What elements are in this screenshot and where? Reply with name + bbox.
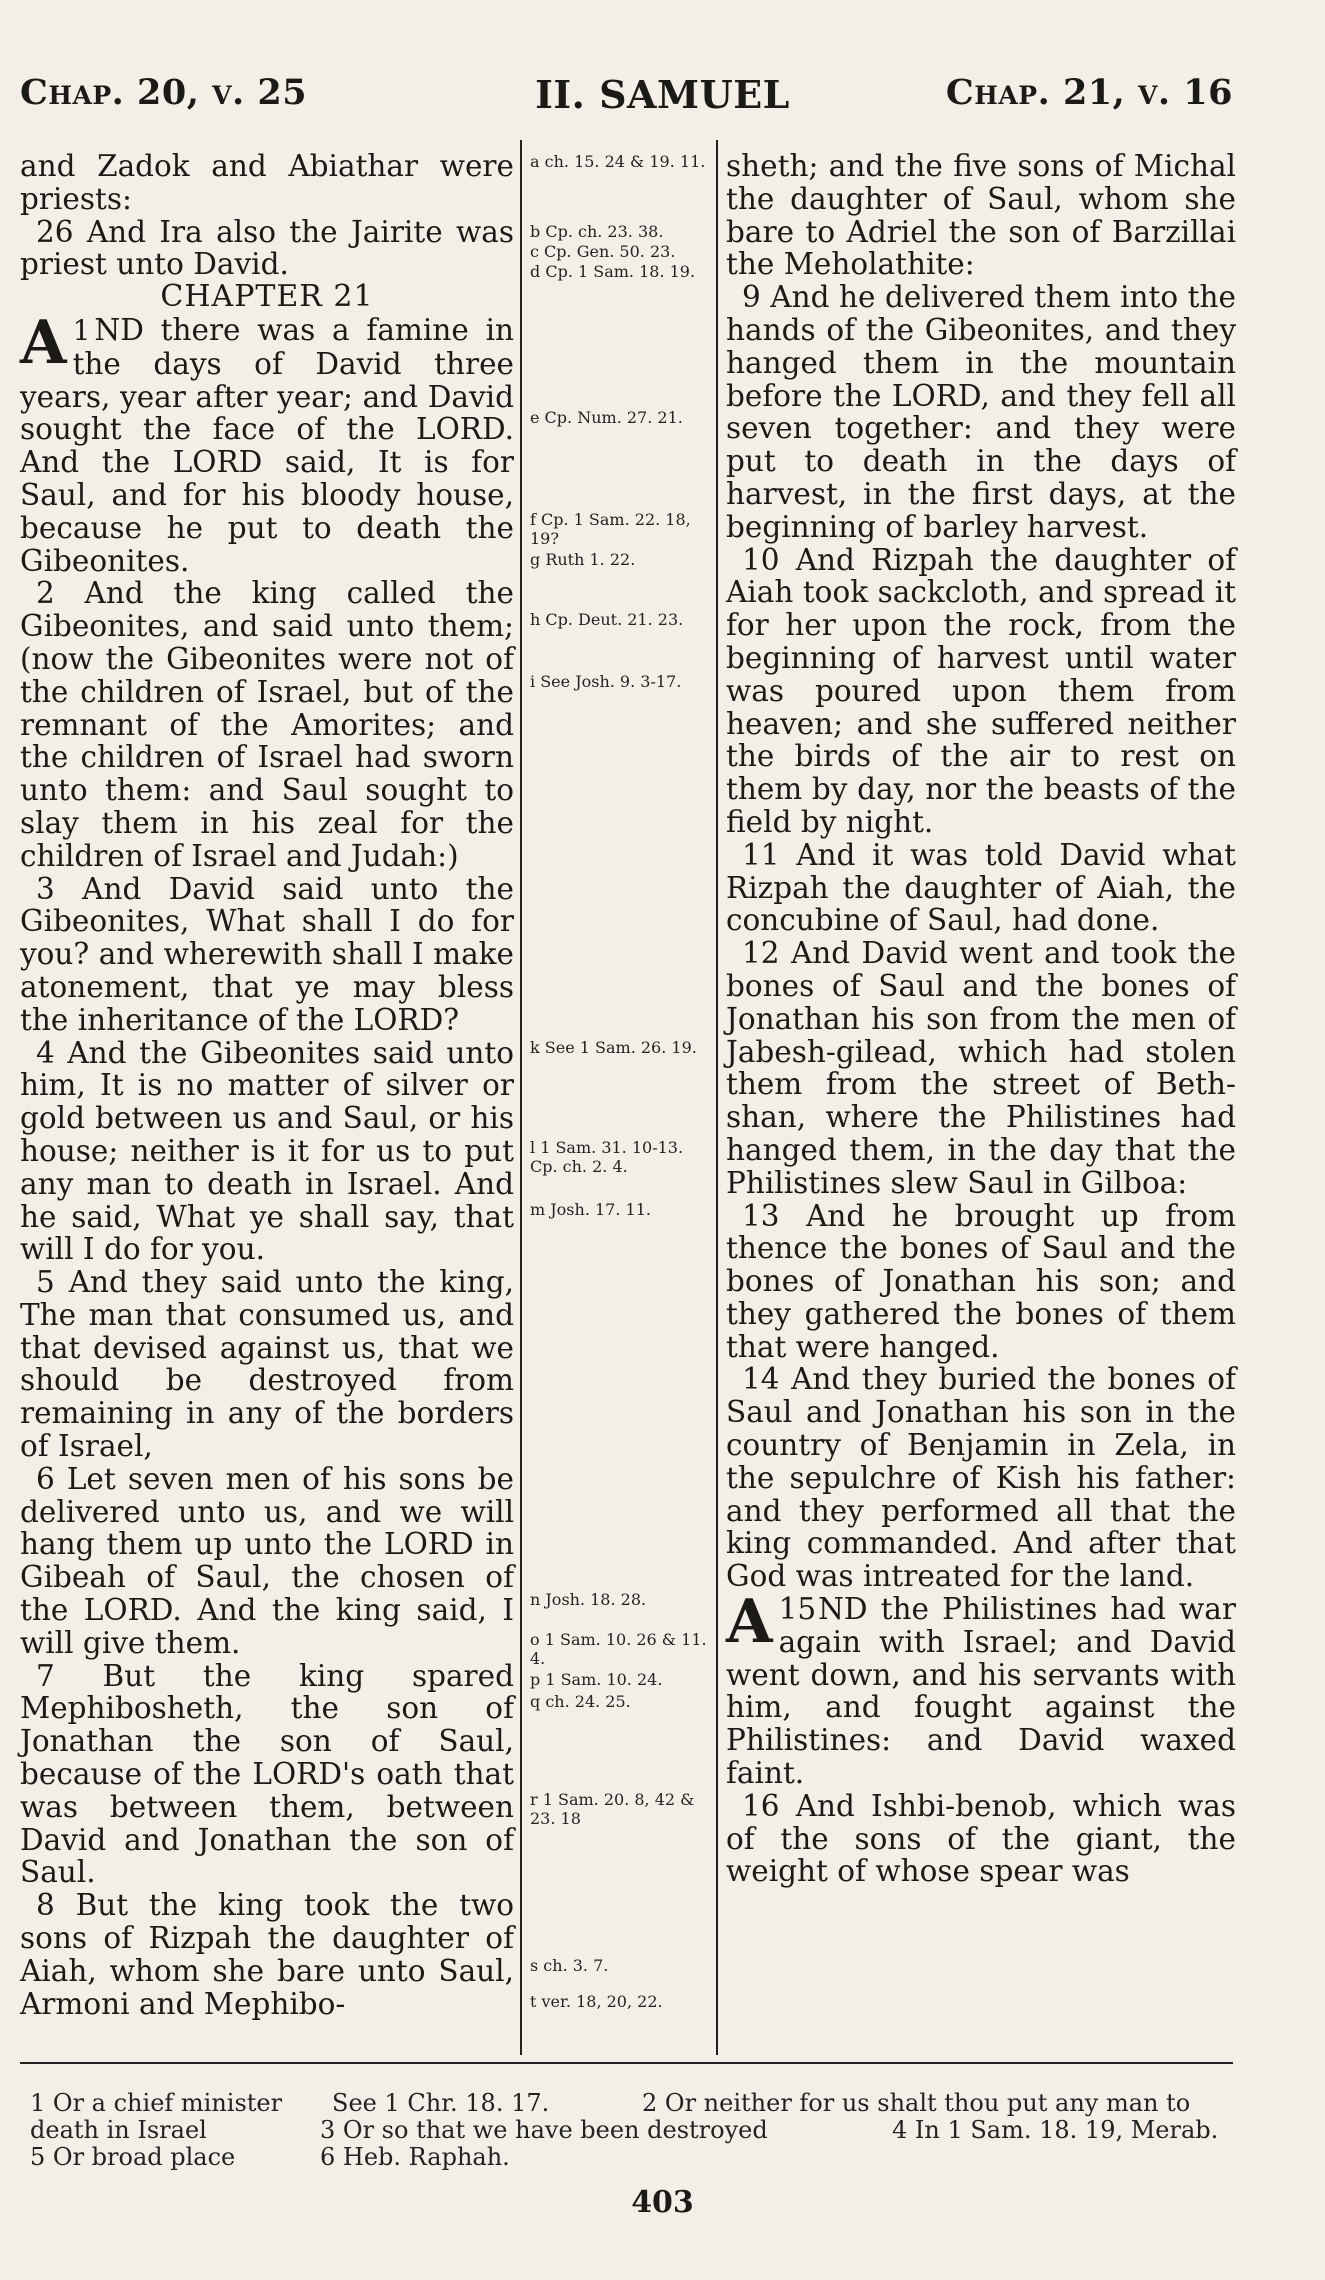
cross-reference: g Ruth 1. 22. — [530, 550, 636, 569]
cross-reference: k See 1 Sam. 26. 19. — [530, 1038, 697, 1057]
cross-reference: c Cp. Gen. 50. 23. — [530, 242, 676, 261]
verse-20-26: 26 And Ira also the Jairite was priest unto David. — [20, 214, 514, 282]
cross-reference: i See Josh. 9. 3-17. — [530, 672, 682, 691]
cross-reference: f Cp. 1 Sam. 22. 18, 19? — [530, 510, 691, 548]
verse-21-1-text: ND there was a famine in the days of David three years, year after year; and David sought the face of the LORD. And the LORD said, It is for Saul, and for his bloody house, because he put to death the Gibeonites. — [20, 312, 514, 578]
verse-21-16: 16 And Ishbi-benob, which was of the sons of the giant, the weight of whose spear was — [726, 1788, 1236, 1889]
verse-21-3: 3 And David said unto the Gibeonites, What shall I do for you? and wherewith shall I make atonement, that ye may bless the inheritance of the LORD? — [20, 871, 514, 1037]
verse-21-8: 8 But the king took the two sons of Rizpah the daughter of Aiah, whom she bare unto Saul, Armoni and Mephibo- — [20, 1888, 514, 2021]
verse-21-11: 11 And it was told David what Rizpah the daughter of Aiah, the concubine of Saul, had done. — [726, 837, 1236, 938]
verse-21-6: 6 Let seven men of his sons be delivered unto us, and we will hang them up unto the LORD in Gibeah of Saul, the chosen of the LORD. And the king said, I will give them. — [20, 1461, 514, 1660]
verse-21-15 — [726, 1587, 1236, 1791]
drop-cap: A — [20, 307, 67, 378]
verse-21-13: 13 And he brought up from thence the bones of Saul and the bones of Jonathan his son; and they gathered the bones of them that were hanged. — [726, 1198, 1236, 1364]
footnote: 1 Or a chief minister — [30, 2089, 283, 2117]
cross-reference: o 1 Sam. 10. 26 & 11. 4. — [530, 1630, 707, 1668]
cross-reference: l 1 Sam. 31. 10-13. Cp. ch. 2. 4. — [530, 1138, 684, 1176]
verse-21-7: 7 But the king spared Mephibosheth, the son of Jonathan the son of Saul, because of the LORD's oath that was between them, between David and Jonathan the son of Saul. — [20, 1658, 514, 1890]
verse-21-9: 9 And he delivered them into the hands of the Gibeonites, and they hanged them in the mountain before the LORD, and they fell all seven together: and they were put to death in the days of harvest, in the first days, at the beginning of barley harvest. — [726, 280, 1236, 544]
verse-21-10: 10 And Rizpah the daughter of Aiah took sackcloth, and spread it for her upon the rock, from the beginning of harvest until water was poured upon them from heaven; and she suffered neither the birds of the air to rest on them by day, nor the beasts of the field by night. — [726, 542, 1236, 839]
footnote: 3 Or so that we have been destroyed — [320, 2116, 768, 2144]
verse-21-4: 4 And the Gibeonites said unto him, It is no matter of silver or gold between us and Saul, or his house; neither is it for us to put any man to death in Israel. And he said, What ye shall say, that will I do for you. — [20, 1035, 514, 1267]
column-divider-left — [520, 140, 522, 2055]
footnote: 5 Or broad place — [30, 2143, 236, 2171]
left-text-column — [20, 150, 514, 2020]
footnote: 6 Heb. Raphah. — [320, 2143, 510, 2171]
cross-reference: a ch. 15. 24 & 19. 11. — [530, 152, 706, 171]
cross-reference: p 1 Sam. 10. 24. — [530, 1670, 663, 1689]
cross-reference: s ch. 3. 7. — [530, 1956, 609, 1975]
footnote: 4 In 1 Sam. 18. 19, Merab. — [892, 2116, 1219, 2144]
footnote: 2 Or neither for us shalt thou put any man to — [642, 2089, 1191, 2117]
chapter-heading: CHAPTER 21 — [160, 279, 374, 315]
verse-21-2: 2 And the king called the Gibeonites, and said unto them; (now the Gibeonites were not of the children of Israel, but of the remnant of the Amorites; and the children of Israel had sworn unto them: and Saul sought to slay them in his zeal for the children of Israel and Judah:) — [20, 576, 514, 873]
verse-21-12: 12 And David went and took the bones of Saul and the bones of Jonathan his son from the men of Jabesh-gilead, which had stolen them from the street of Beth-shan, where the Philistines had hanged them, in the day that the Philistines slew Saul in Gilboa: — [726, 936, 1236, 1200]
column-divider-right — [716, 140, 718, 2055]
verse-20-25-end: and Zadok and Abiathar were priests: — [20, 149, 514, 216]
footnote-rule — [20, 2062, 1233, 2064]
cross-reference: e Cp. Num. 27. 21. — [530, 408, 683, 427]
cross-reference: n Josh. 18. 28. — [530, 1590, 647, 1609]
verse-21-5: 5 And they said unto the king, The man that consumed us, and that devised against us, that we should be destroyed from remaining in any of the borders of Israel, — [20, 1265, 514, 1464]
verse-21-15-text: ND the Philistines had war again with Israel; and David went down, and his servants with him, and fought against the Philistines: and David waxed faint. — [726, 1592, 1236, 1791]
verse-21-1: 1 A ND there was a famine in the days of David three years, year after year; and David sought the face of the LORD. And the LORD said, It is for Saul, and for his bloody house, because he put to death the Gibeonites. — [20, 307, 514, 578]
cross-reference: t ver. 18, 20, 22. — [530, 1992, 663, 2011]
cross-reference: d Cp. 1 Sam. 18. 19. — [530, 262, 696, 281]
running-header-right: Chap. 21, v. 16 — [945, 72, 1233, 113]
cross-reference: r 1 Sam. 20. 8, 42 & 23. 18 — [530, 1790, 695, 1828]
running-header-title: II. SAMUEL — [535, 72, 790, 117]
verse-21-8-continued: sheth; and the five sons of Michal the daughter of Saul, whom she bare to Adriel the son of Barzillai the Meholathite: — [726, 149, 1236, 282]
cross-reference: h Cp. Deut. 21. 23. — [530, 610, 684, 629]
footnote: death in Israel — [30, 2116, 207, 2144]
cross-reference: q ch. 24. 25. — [530, 1692, 631, 1711]
page-number: 403 — [631, 2185, 694, 2220]
running-header-left: Chap. 20, v. 25 — [20, 72, 308, 113]
cross-reference: m Josh. 17. 11. — [530, 1200, 651, 1219]
drop-cap: A — [726, 1587, 773, 1658]
verse-number: 15 — [778, 1592, 817, 1627]
right-text-column — [726, 150, 1236, 1888]
footnote: See 1 Chr. 18. 17. — [332, 2089, 550, 2117]
cross-reference: b Cp. ch. 23. 38. — [530, 222, 664, 241]
verse-21-14: 14 And they buried the bones of Saul and Jonathan his son in the country of Benjamin in Zela, in the sepulchre of Kish his father: and they performed all that the king commanded. And after that God was intreated for the land. — [726, 1362, 1236, 1594]
